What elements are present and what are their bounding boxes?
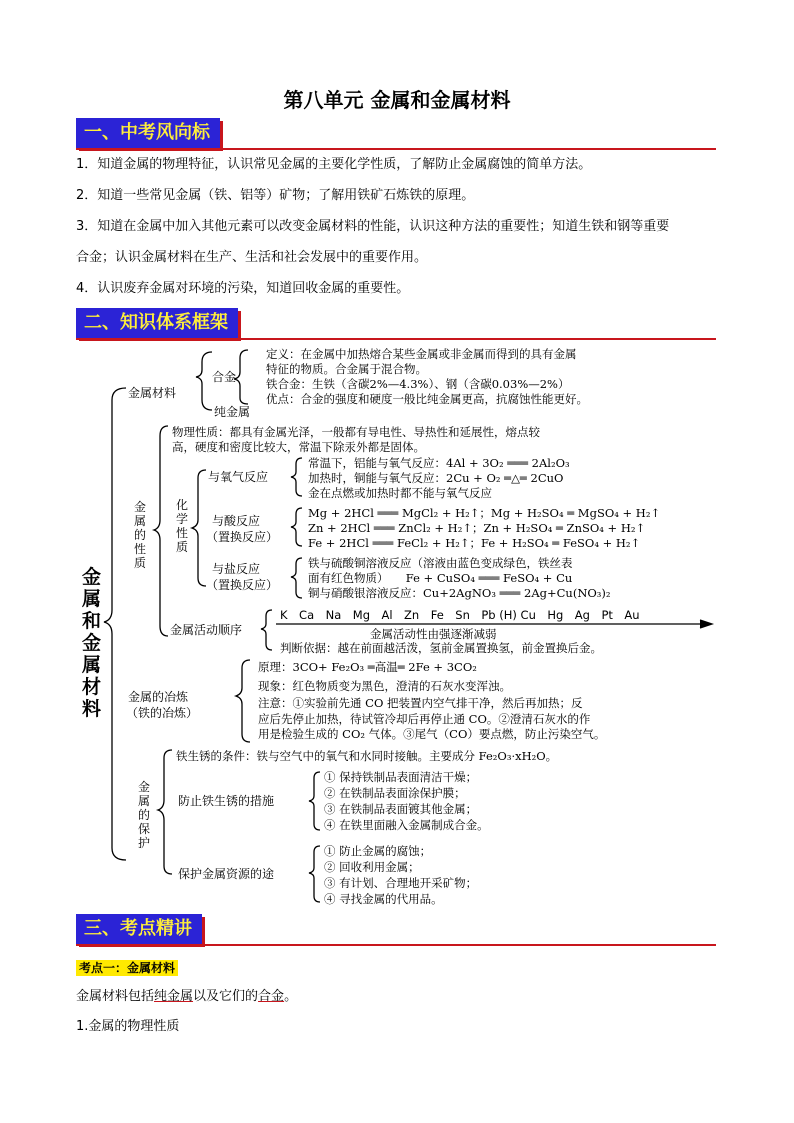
pure-metal-term: 纯金属 [154, 989, 194, 1004]
section-divider-3 [76, 944, 716, 946]
node-metal-materials: 金属材料 [128, 386, 177, 400]
physical-line: 高，硬度和密度比较大，常温下除汞外都是固体。 [172, 440, 425, 454]
alloy-line: 铁合金：生铁（含碳2%—4.3%）、钢（含碳0.03%—2%） [266, 377, 570, 391]
section-banner-2: 二、知识体系框架 [76, 308, 238, 338]
oxygen-line: 常温下，铝能与氧气反应：4Al + 3O₂ ═══ 2Al₂O₃ [308, 456, 570, 470]
acid-line: Zn + 2HCl ═══ ZnCl₂ + H₂↑；Zn + H₂SO₄ ═ ZnSO₄ + H₂↑ [308, 521, 646, 535]
rust-item: ① 保持铁制品表面清洁干燥； [324, 770, 478, 784]
list-item: 3．知道在金属中加入其他元素可以改变金属材料的性能，认识这种方法的重要性；知道生铁和钢等重要 [76, 219, 670, 234]
intro-text: 以及它们的 [193, 989, 259, 1004]
smelting-line: 原理：3CO+ Fe₂O₃ ═高温═ 2Fe + 3CO₂ [258, 660, 477, 674]
resource-item: ① 防止金属的腐蚀； [324, 844, 432, 858]
node-rust-prevention: 防止铁生锈的措施 [178, 794, 275, 808]
acid-line: Fe + 2HCl ═══ FeCl₂ + H₂↑；Fe + H₂SO₄ ═ FeSO₄ + H₂↑ [308, 536, 641, 550]
salt-line: 铁与硫酸铜溶液反应（溶液由蓝色变成绿色，铁丝表 [308, 556, 573, 570]
list-item: 2．知道一些常见金属（铁、铝等）矿物；了解用铁矿石炼铁的原理。 [76, 188, 475, 203]
keypoint-label [76, 957, 178, 976]
oxygen-line: 金在点燃或加热时都不能与氧气反应 [308, 486, 492, 500]
resource-item: ④ 寻找金属的代用品。 [324, 892, 443, 906]
keypoint-1-label: 考点一：金属材料 [76, 960, 178, 976]
subheading-physical-properties: 1.金属的物理性质 [76, 1019, 180, 1034]
section-banner-3: 三、考点精讲 [76, 914, 202, 944]
rust-item: ③ 在铁制品表面镀其他金属； [324, 802, 478, 816]
node-chemical-properties: 化学性质 [176, 498, 189, 554]
alloy-line: 优点：合金的强度和硬度一般比纯金属更高，抗腐蚀性能更好。 [266, 392, 588, 406]
node-metal-properties: 金属的性质 [134, 500, 147, 570]
smelting-line: 用是检验生成的 CO₂ 气体。③尾气（CO）要点燃，防止污染空气。 [258, 727, 606, 741]
activity-series-note: 金属活动性由强逐渐减弱 [370, 627, 497, 641]
list-item: 4．认识废弃金属对环境的污染，知道回收金属的重要性。 [76, 281, 410, 296]
framework-root: 金属和金属材料 [82, 566, 102, 720]
node-salt-reaction: 与盐反应 [212, 562, 261, 576]
rust-condition: 铁生锈的条件：铁与空气中的氧气和水同时接触。主要成分 Fe₂O₃·xH₂O。 [176, 749, 558, 763]
node-acid-reaction: 与酸反应 [212, 514, 261, 528]
section-banner-1: 一、中考风向标 [76, 118, 220, 148]
salt-line: 面有红色物质） Fe + CuSO₄ ═══ FeSO₄ + Cu [308, 571, 573, 585]
smelting-line: 现象：红色物质变为黑色，澄清的石灰水变浑浊。 [258, 679, 511, 693]
intro-text: 金属材料包括 [76, 989, 155, 1004]
activity-series-elements: K Ca Na Mg Al Zn Fe Sn Pb (H) Cu Hg Ag Pt Au [280, 608, 640, 622]
acid-line: Mg + 2HCl ═══ MgCl₂ + H₂↑；Mg + H₂SO₄ ═ MgSO₄ + H₂↑ [308, 506, 661, 520]
node-pure-metal: 纯金属 [214, 405, 251, 419]
smelting-line: 注意：①实验前先通 CO 把装置内空气排干净，然后再加热；反 [258, 696, 583, 710]
activity-series-rule: 判断依据：越在前面越活泼，氢前金属置换氢，前金置换后金。 [280, 641, 602, 655]
page-title: 第八单元 金属和金属材料 [283, 88, 511, 112]
rust-item: ② 在铁制品表面涂保护膜； [324, 786, 466, 800]
rust-item: ④ 在铁里面融入金属制成合金。 [324, 818, 489, 832]
node-oxygen-reaction: 与氧气反应 [208, 470, 269, 484]
node-smelting-sub: （铁的冶炼） [126, 706, 199, 720]
oxygen-line: 加热时，铜能与氧气反应：2Cu + O₂ ═△═ 2CuO [308, 471, 564, 485]
node-acid-sub: （置换反应） [206, 530, 279, 544]
node-protection: 金属的保护 [138, 780, 151, 850]
alloy-term: 合金 [258, 989, 285, 1004]
intro-text: 。 [284, 989, 298, 1004]
node-smelting: 金属的冶炼 [128, 690, 189, 704]
smelting-line: 应后先停止加热，待试管冷却后再停止通 CO。②澄清石灰水的作 [258, 712, 591, 726]
salt-line: 铜与硝酸银溶液反应：Cu+2AgNO₃ ═══ 2Ag+Cu(NO₃)₂ [308, 586, 611, 600]
node-resource-protection: 保护金属资源的途 [178, 867, 275, 881]
list-item: 合金；认识金属材料在生产、生活和社会发展中的重要作用。 [76, 250, 428, 265]
resource-item: ③ 有计划、合理地开采矿物； [324, 876, 478, 890]
node-salt-sub: （置换反应） [206, 578, 279, 592]
alloy-line: 特征的物质。合金属于混合物。 [266, 362, 427, 376]
keypoint-1-intro [76, 989, 726, 1005]
node-activity-series: 金属活动顺序 [170, 623, 243, 637]
node-alloy: 合金 [212, 370, 237, 384]
list-item: 1．知道金属的物理特征，认识常见金属的主要化学性质，了解防止金属腐蚀的简单方法。 [76, 157, 592, 172]
physical-line: 物理性质：都具有金属光泽，一般都有导电性、导热性和延展性，熔点较 [172, 425, 540, 439]
alloy-line: 定义：在金属中加热熔合某些金属或非金属而得到的具有金属 [266, 347, 577, 361]
resource-item: ② 回收利用金属； [324, 860, 420, 874]
